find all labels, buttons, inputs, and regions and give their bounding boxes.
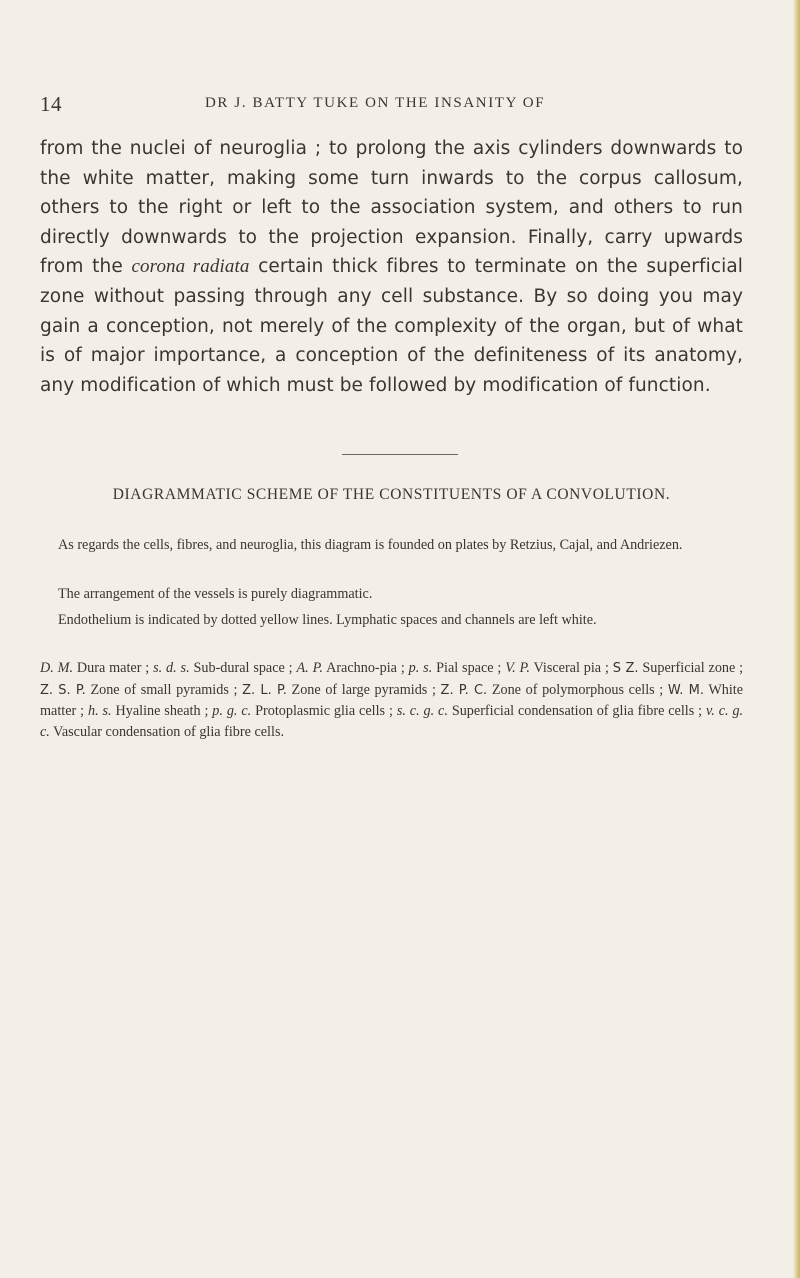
legend-entry	[397, 703, 702, 719]
body-text-after: certain thick fibres to terminate on the superficial zone without passing through any cell substance. By so doing you may gain a conception, not merely of the complexity of the organ, but of what is of major importance, a conception of the definiteness of its anatomy, any modification of which must be followed by modification of function.	[40, 256, 744, 396]
legend-paragraph	[40, 658, 743, 742]
legend-entry	[242, 682, 436, 698]
page-edge	[793, 0, 800, 1278]
legend-desc: Zone of large pyramids ;	[291, 681, 436, 698]
legend-desc: Sub-dural space ;	[193, 660, 293, 676]
caption-para-sources: As regards the cells, fibres, and neuroglia, this diagram is founded on plates by Retzius, Cajal, and Andriezen.	[58, 537, 683, 553]
legend-desc: Dura mater ;	[76, 660, 150, 676]
legend-abbr: S Z.	[612, 661, 639, 676]
section-title: DIAGRAMMATIC SCHEME OF THE CONSTITUENTS OF A CONVOLUTION.	[112, 486, 671, 503]
legend-desc: Visceral pia ;	[533, 660, 609, 676]
page-header	[40, 92, 740, 120]
italic-phrase: corona radiata	[131, 256, 250, 278]
legend-abbr: W. M.	[667, 682, 704, 698]
legend-desc: Arachno-pia ;	[326, 660, 405, 676]
legend-entry	[297, 660, 405, 676]
legend-entry	[212, 703, 393, 719]
legend-entry	[40, 682, 237, 698]
caption-para-endothelium: Endothelium is indicated by dotted yellow lines. Lymphatic spaces and channels are left white.	[58, 612, 597, 628]
legend-abbr: V. P.	[505, 660, 530, 676]
legend-entry	[40, 660, 149, 676]
legend-desc: White matter ;	[40, 681, 744, 719]
legend-abbr: Z. P. C.	[440, 682, 488, 698]
legend-abbr: Z. S. P.	[40, 682, 86, 698]
legend-abbr: v. c. g. c.	[40, 703, 744, 740]
legend-abbr: A. P.	[296, 660, 323, 676]
legend-entry	[88, 703, 208, 719]
body-paragraph	[40, 134, 743, 400]
legend-abbr: s. c. g. c.	[396, 703, 448, 719]
legend-abbr: Z. L. P.	[242, 682, 287, 698]
legend-entry	[409, 660, 502, 676]
legend-desc: Superficial zone ;	[642, 660, 744, 676]
legend-desc: Zone of polymorphous cells ;	[491, 681, 664, 698]
legend-entry	[153, 660, 293, 676]
section-divider	[342, 454, 458, 455]
body-text-before: from the nuclei of neuroglia ; to prolong the axis cylinders downwards to the white matter, making some turn inwards to the corpus callosum, others to the right or left to the association system, and others to run directly downwards to the projection expansion. Finally, carry upwards from the	[40, 138, 743, 278]
legend-abbr: p. s.	[408, 660, 433, 676]
page-number: 14	[40, 92, 62, 116]
legend-desc: Protoplasmic glia cells ;	[255, 703, 393, 719]
legend-desc: Vascular condensation of glia fibre cells.	[53, 723, 285, 740]
legend-abbr: p. g. c.	[212, 703, 252, 719]
legend-entry	[441, 682, 664, 698]
caption-para-vessels: The arrangement of the vessels is purely diagrammatic.	[58, 586, 373, 602]
legend-entry	[505, 660, 609, 676]
legend-desc: Hyaline sheath ;	[115, 703, 209, 719]
legend-desc: Pial space ;	[436, 660, 502, 676]
legend-abbr: s. d. s.	[153, 660, 190, 676]
legend-abbr: h. s.	[87, 703, 112, 719]
legend-desc: Zone of small pyramids ;	[90, 681, 238, 698]
legend-entry	[613, 660, 743, 676]
legend-desc: Superficial condensation of glia fibre cells ;	[451, 703, 703, 719]
running-head: DR J. BATTY TUKE ON THE INSANITY OF	[205, 95, 546, 111]
legend-abbr: D. M.	[40, 660, 74, 676]
